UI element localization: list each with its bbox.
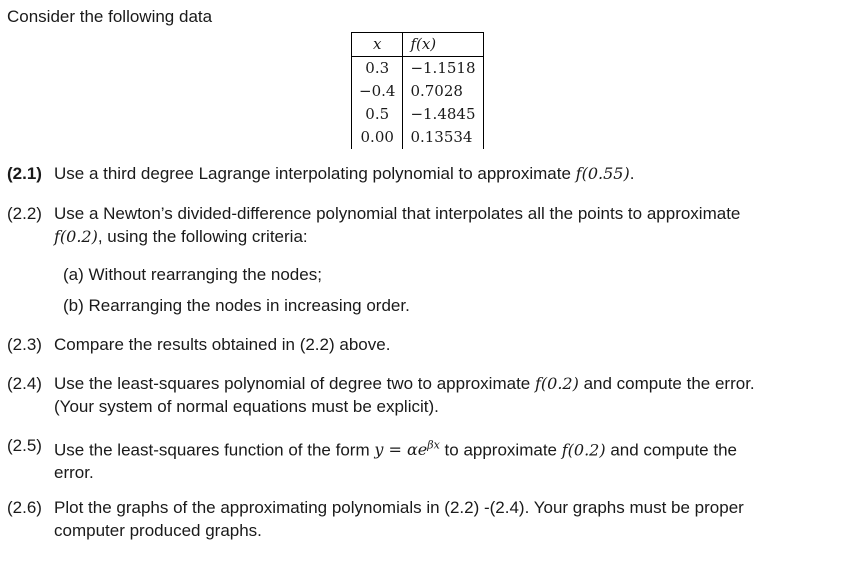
question-number: (2.3) (7, 335, 42, 354)
data-table (351, 32, 484, 149)
question-formula (374, 440, 439, 459)
question-math: f(0.2) (535, 374, 579, 393)
question-text-line1: Use a Newton’s divided-difference polynomial that interpolates all the points to approximate (54, 204, 741, 223)
cell-fx: −1.4845 (410, 105, 476, 123)
question-text-tail: and compute the error. (583, 374, 755, 393)
cell-x: 0.00 (352, 126, 403, 149)
formula-base: y = αe (374, 440, 428, 460)
question-number: (2.2) (7, 204, 42, 223)
question-text: Use the least-squares polynomial of degree two to approximate (54, 374, 531, 393)
question-text-tail: and compute the (610, 440, 737, 460)
question-2-3 (7, 333, 837, 356)
question-2-2 (7, 202, 837, 248)
question-math: f(0.55) (575, 164, 630, 183)
question-2-4 (7, 372, 837, 418)
cell-fx: −1.1518 (410, 59, 476, 77)
intro-text: Consider the following data (7, 7, 213, 26)
table-row (352, 57, 484, 81)
sub-item-a: (a) Without rearranging the nodes; (63, 265, 322, 284)
question-number: (2.5) (7, 436, 42, 455)
question-number: (2.6) (7, 498, 42, 517)
cell-fx: 0.7028 (410, 82, 463, 100)
question-number: (2.1) (7, 164, 42, 183)
cell-x: 0.5 (352, 103, 403, 126)
table-row (352, 126, 484, 149)
question-number: (2.4) (7, 374, 42, 393)
question-math: f(0.2) (54, 227, 98, 246)
cell-x: −0.4 (352, 80, 403, 103)
question-tail: . (629, 164, 635, 183)
question-2-1 (7, 162, 837, 185)
sub-item-b: (b) Rearranging the nodes in increasing order. (63, 296, 410, 315)
question-text-line2: computer produced graphs. (54, 521, 262, 540)
question-text: Use a third degree Lagrange interpolating polynomial to approximate (54, 164, 571, 183)
table-row (352, 103, 484, 126)
question-text-line2: (Your system of normal equations must be explicit). (54, 397, 439, 416)
table-header-row (352, 33, 484, 57)
header-fx: f(x) (403, 33, 483, 57)
cell-x: 0.3 (352, 57, 403, 81)
cell-fx: 0.13534 (410, 128, 473, 146)
question-text-line2: error. (54, 463, 94, 483)
question-text-line2: , using the following criteria: (97, 227, 308, 246)
formula-exponent: βx (427, 439, 440, 452)
question-text-line1: Plot the graphs of the approximating polynomials in (2.2) -(2.4). Your graphs must be proper (54, 498, 744, 517)
question-2-5 (7, 434, 837, 484)
question-text: Use the least-squares function of the form (54, 440, 370, 460)
question-math: f(0.2) (561, 440, 606, 460)
table-row (352, 80, 484, 103)
header-x: x (352, 33, 403, 57)
question-text-mid: to approximate (444, 440, 557, 460)
question-2-6 (7, 496, 837, 542)
question-text: Compare the results obtained in (2.2) above. (54, 335, 391, 354)
